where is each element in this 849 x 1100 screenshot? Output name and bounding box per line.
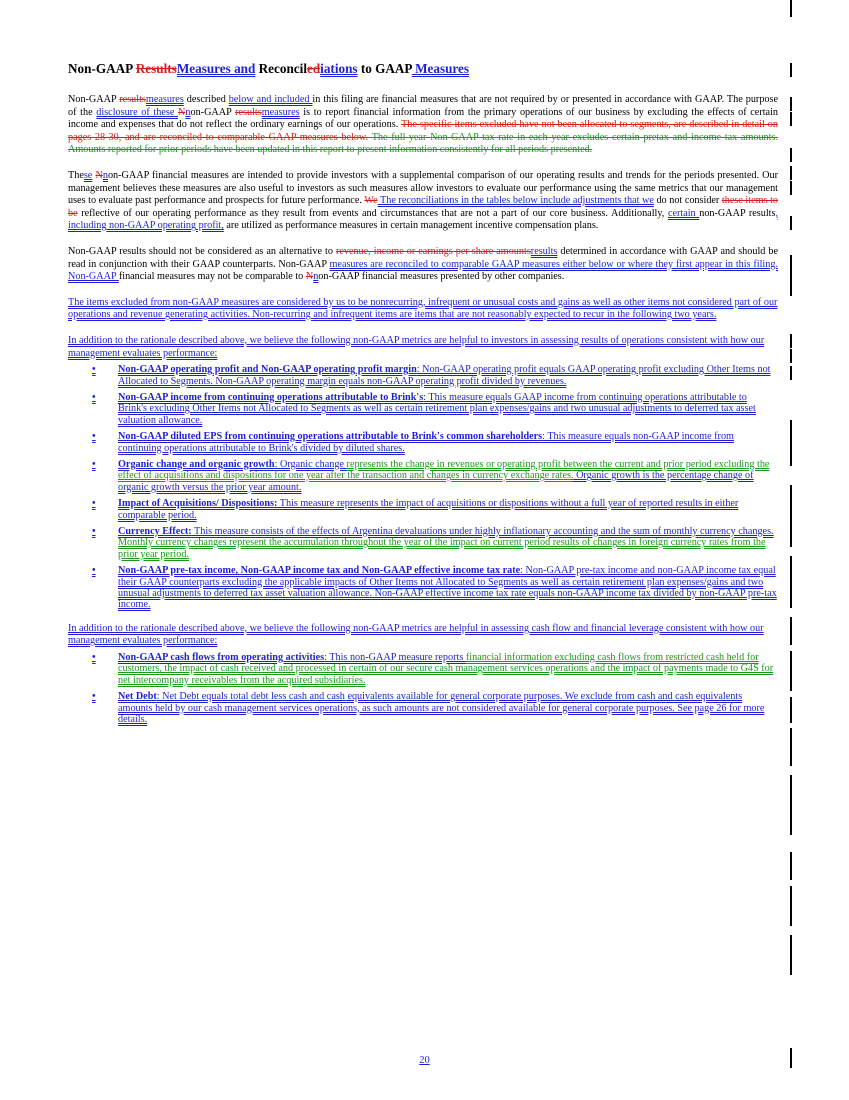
inserted-text: measures [145,94,184,105]
metric-term: Currency Effect: [118,525,192,537]
list-item [68,691,778,725]
text: in this filing are financial measures that are not required by or presented in accordance with GAAP. The purpose of the [68,94,778,118]
metric-definition: This measure consists of the effects of Argentina devaluations under highly inflationary accounting and the sum of monthly currency changes. [191,525,774,537]
metric-term: Impact of Acquisitions/ Dispositions: [118,498,278,510]
text: on-GAAP [190,106,236,118]
document-body [68,60,778,737]
text: is to report financial information from the primary operations of our business by excluding the effects of certain income and expenses that do not reflect the ordinary earnings of our operations. [68,106,778,131]
moved-deleted-text: The full-year Non-GAAP tax rate in each year excludes certain pretax and income tax amounts. Amounts reported for prior periods have been updated in this report to present information consistently for all periods presented. [68,131,778,156]
bullet-icon: • [92,652,96,663]
list-item [68,498,778,521]
metric-term: Non-GAAP operating profit and Non-GAAP operating profit margin [118,364,417,376]
paragraph-excluded-items: The items excluded from non-GAAP measures are considered by us to be nonrecurring, infrequent or unusual costs and gains as well as other items not considered part of our operations and revenue generating activities. Non-recurring and infrequent items are items that are not reasonably expected to recur in the following two years. [68,296,778,321]
list-item [68,459,778,493]
deleted-text: ed [306,61,321,76]
deleted-text: results [235,106,262,118]
metric-definition: : This measure equals non-GAAP income from continuing operations attributable to Brink's divided by diluted shares. [118,431,734,454]
change-bar [790,255,792,269]
metric-term: Non-GAAP pre-tax income, Non-GAAP income tax and Non-GAAP effective income tax rate [118,565,521,577]
text: financial measures may not be comparable to [118,271,306,283]
change-bar [790,349,792,363]
page-number: 20 [419,1055,430,1066]
cashflow-metrics-list [68,652,778,725]
bullet-icon: • [92,498,96,510]
text: described [183,94,229,105]
paragraph-cashflow-intro: In addition to the rationale described above, we believe the following non-GAAP metrics are helpful in assessing cash flow and financial leverage consistent with how our management evaluates performance: [68,622,764,647]
change-bar [790,166,792,180]
inserted-text: measures are reconciled to comparable GAAP measures either below or where they first appear in this filing. Non-GAAP [68,258,778,283]
change-bar [790,852,792,880]
text: on-GAAP financial measures presented by other companies. [318,271,565,283]
text: on-GAAP financial measures are intended to provide investors with a supplemental comparison of our operating results and trends for the periods presented. Our management believes these measures are also useful to investors as such measures allow investors to evaluate our performance using the same metrics that our management uses to evaluate past performance and prospects for future performance. [68,169,778,207]
bullet-icon: • [92,458,96,470]
inserted-text: Measures and [176,61,256,76]
bullet-icon: • [92,565,96,577]
inserted-text: Measures [411,61,470,76]
change-bar [790,97,792,111]
change-bar [790,148,792,162]
paragraph-metrics-intro: In addition to the rationale described above, we believe the following non-GAAP metrics are helpful to investors in assessing results of operations consistent with how our management evaluates performance: [68,334,765,359]
text: are utilized as performance measures in certain management incentive compensation plans. [223,220,599,232]
change-bar [790,651,792,691]
moved-text: represents the change in revenues or operating profit between the current and prior period excluding the effect of acquisitions and dispositions for one year after the transaction and changes in currency exchange rates. [118,458,770,482]
text: non-GAAP results [699,207,776,219]
bullet-icon: • [92,525,96,537]
change-bar [790,775,792,835]
moved-text: Monthly currency changes represent the accumulation throughout the year of the impact on current period results of changes in foreign currency rates from the prior year period. [118,537,766,560]
change-bar [790,63,792,77]
bullet-icon: • [92,364,96,376]
inserted-text: se [83,169,93,181]
metric-term: Non-GAAP income from continuing operations attributable to Brink's [118,391,424,403]
change-bar [790,617,792,645]
change-bar [790,366,792,380]
title-text: Non-GAAP [68,61,136,76]
text: The [68,169,84,181]
metric-term: Organic change and organic growth [118,458,275,470]
change-bar [790,697,792,723]
deleted-text: N [305,271,314,283]
inserted-text: , including non-GAAP operating profit, [68,207,778,232]
inserted-text: results [530,245,558,257]
deleted-text: The specific items excluded have not been allocated to segments, are described in detail on pages 28-30, and are reconciled to comparable GAAP measures below. [68,119,778,143]
change-bar [790,556,792,608]
bullet-icon: • [92,431,96,443]
deleted-text: these items to be [68,195,778,219]
title-text: Reconcil [255,61,307,76]
inserted-text: certain [667,207,700,219]
list-item [68,652,778,686]
deleted-text: N [95,169,103,181]
list-item [68,431,778,454]
text: Non-GAAP results should not be considered as an alternative to [68,245,336,257]
paragraph-supplemental [68,170,778,233]
deleted-text: results [119,94,146,105]
metric-definition: : Organic change [274,458,347,470]
deleted-text: Results [135,61,177,76]
change-bar [790,485,792,547]
paragraph-purpose [68,94,778,157]
metric-definition: : Non-GAAP operating profit equals GAAP operating profit excluding Other Items not Allocated to Segments. Non-GAAP operating margin equals non-GAAP operating profit divided by revenues. [118,364,771,387]
change-bar [790,420,792,466]
metric-definition: : This measure equals GAAP income from continuing operations attributable to Brink's excluding Other Items not Allocated to Segments as well as certain retirement plan expenses/gains and two unusual adjustments to deferred tax asset valuation allowance. [118,391,756,426]
bullet-icon: • [92,391,96,403]
metric-term: Non-GAAP diluted EPS from continuing operations attributable to Brink's common shareholders [118,431,543,443]
metric-term: Non-GAAP cash flows from operating activities [118,652,325,663]
change-bar [790,886,792,926]
deleted-text: We [364,195,378,207]
deleted-text: N [178,106,186,118]
inserted-text: below and included [228,94,313,105]
change-bar [790,112,792,126]
inserted-text: disclosure of these [96,106,179,118]
inserted-text: n [313,271,319,283]
change-bar [790,334,792,348]
change-bar [790,728,792,766]
moved-text: financial information excluding cash flows from restricted cash held for customers, the impact of cash received and processed in certain of our secure cash management services operations and the impact of payments made to G4S for net intercompany receivables from the acquired subsidiaries. [118,652,774,686]
change-bar [790,268,792,282]
change-bar [790,282,792,296]
metrics-list [68,364,778,611]
paragraph-alternative [68,246,778,284]
inserted-text: iations [320,61,358,76]
text: do not consider [653,195,722,207]
metric-term: Net Debt [118,691,157,703]
page-title [68,60,778,77]
list-item [68,364,778,387]
metric-definition: This measure represents the impact of acquisitions or dispositions without a full year of reported results in either comparable period. [118,498,739,521]
text: reflective of our operating performance as they result from events and circumstances that are not a part of our core business. Additionally, [77,207,668,219]
inserted-text: measures [261,106,300,118]
inserted-text: The reconciliations in the tables below include adjustments that we [377,195,654,207]
deleted-text: revenue, income or earnings per share amounts [335,245,531,257]
inserted-text: n [102,169,108,181]
title-text: to GAAP [357,61,412,76]
metric-definition: : Net Debt equals total debt less cash and cash equivalents available for general corporate purposes. We exclude from cash and cash equivalents amounts held by our cash management services operations, as such amounts are not considered available for general corporate purposes. See page 26 for more details. [118,691,765,726]
bullet-icon: • [92,691,96,703]
change-bar [790,935,792,975]
metric-definition: : Non-GAAP pre-tax income and non-GAAP income tax equal their GAAP counterparts excluding the applicable impacts of Other Items not Allocated to Segments as well as certain retirement plan expenses/gains and two unusual adjustments to deferred tax asset valuation allowance. Non-GAAP effective income tax rate equals non-GAAP income tax divided by non-GAAP pre-tax income. [118,565,777,611]
text: determined in accordance with GAAP and should be read in conjunction with their GAAP counterparts. Non-GAAP [68,245,778,270]
change-bar [790,181,792,195]
inserted-text: n [185,106,191,118]
text: Non-GAAP [68,94,120,105]
list-item [68,392,778,426]
change-bar [790,0,792,17]
metric-definition-tail: Organic growth is the percentage change of organic growth versus the prior year amount. [118,470,754,493]
change-bar [790,216,792,230]
list-item [68,526,778,560]
metric-definition: : This non-GAAP measure reports [324,652,466,663]
list-item [68,565,778,611]
